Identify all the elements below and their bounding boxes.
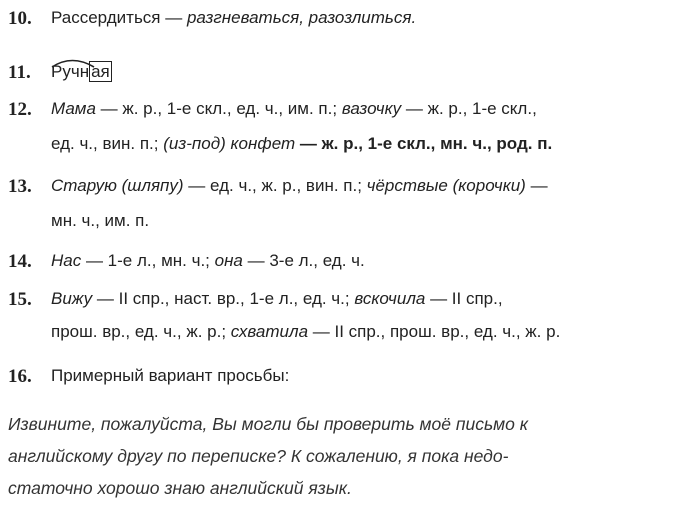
text-run: — ж. р., 1-е скл., мн. ч., род. п. [295,134,553,153]
italic-word: разгневаться, разозлиться. [186,8,417,27]
italic-word: чёрствые (корочки) [366,176,526,195]
item-text [51,289,503,309]
italic-word: Вижу [51,289,93,308]
text-run: — II спр., [425,289,503,308]
italic-word: Старую (шляпу) [51,176,184,195]
text-run: мн. ч., им. п. [51,211,150,230]
item-number: 12. [8,99,32,120]
italic-word: Нас [51,251,82,270]
item-number: 11. [8,62,31,83]
italic-word: (из-под) конфет [163,134,296,153]
text-run: — 3-е л., ед. ч. [242,251,365,270]
paragraph-line: Извините, пожалуйста, Вы могли бы проверить моё письмо к [8,414,529,434]
italic-word: Мама [51,99,96,118]
paragraph-line: английскому другу по переписке? К сожалению, я пока недо- [8,446,509,466]
item-number: 14. [8,251,32,272]
item-text [51,134,552,154]
text-run: Примерный вариант просьбы: [51,366,290,385]
item-number: 15. [8,289,32,310]
item-number: 13. [8,176,32,197]
item-number: 16. [8,366,32,387]
text-run: — ж. р., 1-е скл., [401,99,537,118]
text-run: ед. ч., вин. п.; [51,134,164,153]
text-run: — [525,176,548,195]
item-text [51,366,289,386]
text-run: — II спр., прош. вр., ед. ч., ж. р. [308,322,561,341]
item-text [51,322,560,342]
root-arc-icon [50,56,98,68]
text-run: прош. вр., ед. ч., ж. р.; [51,322,231,341]
item-text [51,211,149,231]
italic-word: вскочила [354,289,426,308]
item-text [51,8,416,28]
item-text [51,176,548,196]
item-text [51,99,537,119]
italic-word: она [214,251,243,270]
item-text [51,251,365,271]
text-run: — 1-е л., мн. ч.; [81,251,215,270]
text-run: — ж. р., 1-е скл., ед. ч., им. п.; [95,99,342,118]
word-ending-box: ая [91,62,110,81]
item-number: 10. [8,8,32,29]
word-root: Ручн [51,62,90,81]
italic-word: схватила [230,322,309,341]
paragraph-line: статочно хорошо знаю английский язык. [8,478,352,498]
text-run: Рассердиться — [51,8,187,27]
text-run: — II спр., наст. вр., 1-е л., ед. ч.; [92,289,355,308]
request-paragraph [8,408,692,504]
italic-word: вазочку [341,99,402,118]
text-run: — ед. ч., ж. р., вин. п.; [183,176,367,195]
